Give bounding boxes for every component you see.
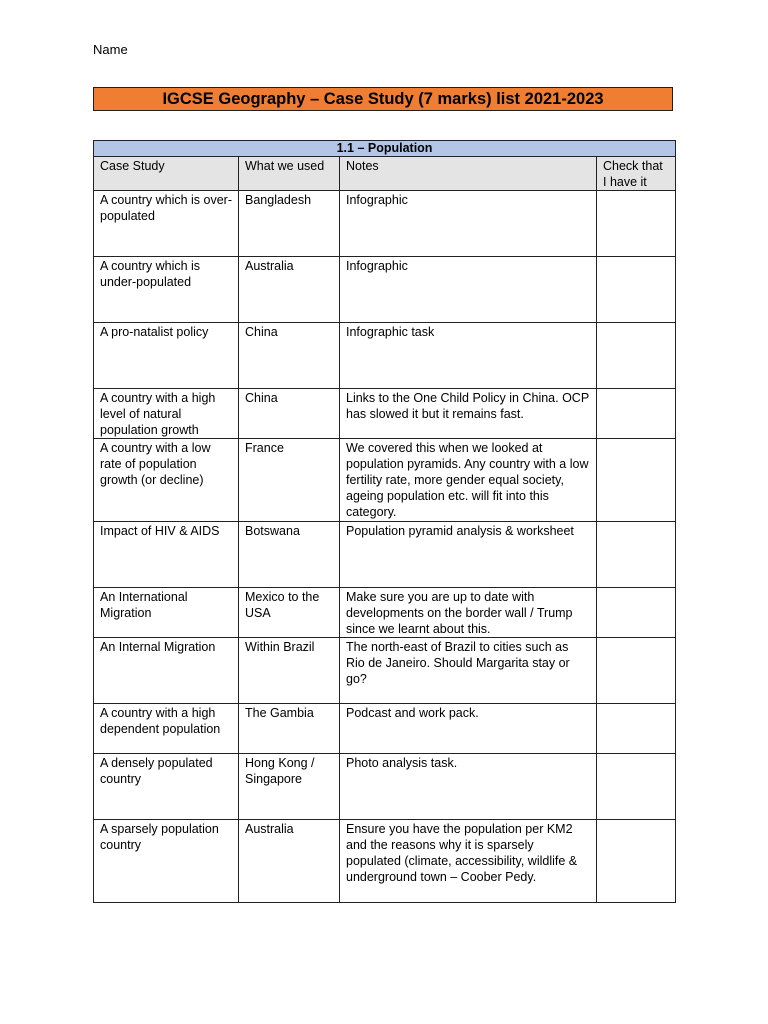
document-title: IGCSE Geography – Case Study (7 marks) list 2021-2023 (93, 87, 673, 111)
check-cell[interactable] (597, 754, 676, 820)
check-cell[interactable] (597, 439, 676, 522)
notes-cell: Links to the One Child Policy in China. OCP has slowed it but it remains fast. (340, 389, 597, 439)
notes-cell: Infographic (340, 191, 597, 257)
case-study-table (93, 140, 676, 903)
case-study-cell: A pro-natalist policy (94, 323, 239, 389)
case-study-cell: A country which is over-populated (94, 191, 239, 257)
what-we-used-cell: Hong Kong / Singapore (239, 754, 340, 820)
notes-cell: Photo analysis task. (340, 754, 597, 820)
table-row (94, 820, 676, 903)
check-cell[interactable] (597, 389, 676, 439)
case-study-cell: A country which is under-populated (94, 257, 239, 323)
what-we-used-cell: Botswana (239, 522, 340, 588)
table-row (94, 389, 676, 439)
check-cell[interactable] (597, 522, 676, 588)
case-study-cell: Impact of HIV & AIDS (94, 522, 239, 588)
notes-cell: Infographic task (340, 323, 597, 389)
section-title: 1.1 – Population (94, 141, 676, 157)
check-cell[interactable] (597, 257, 676, 323)
case-study-cell: A country with a low rate of population growth (or decline) (94, 439, 239, 522)
check-cell[interactable] (597, 638, 676, 704)
what-we-used-cell: Within Brazil (239, 638, 340, 704)
table-row (94, 191, 676, 257)
column-header-case-study: Case Study (94, 157, 239, 191)
table-row (94, 522, 676, 588)
notes-cell: Population pyramid analysis & worksheet (340, 522, 597, 588)
check-cell[interactable] (597, 588, 676, 638)
what-we-used-cell: Australia (239, 257, 340, 323)
table-row (94, 638, 676, 704)
check-cell[interactable] (597, 820, 676, 903)
what-we-used-cell: Mexico to the USA (239, 588, 340, 638)
case-study-cell: A sparsely population country (94, 820, 239, 903)
notes-cell: The north-east of Brazil to cities such as Rio de Janeiro. Should Margarita stay or go? (340, 638, 597, 704)
notes-cell: Podcast and work pack. (340, 704, 597, 754)
table-row (94, 704, 676, 754)
check-cell[interactable] (597, 704, 676, 754)
column-header-row (94, 157, 676, 191)
what-we-used-cell: China (239, 389, 340, 439)
case-study-cell: A country with a high level of natural population growth (94, 389, 239, 439)
case-study-cell: A densely populated country (94, 754, 239, 820)
check-cell[interactable] (597, 323, 676, 389)
what-we-used-cell: Bangladesh (239, 191, 340, 257)
case-study-cell: An International Migration (94, 588, 239, 638)
column-header-notes: Notes (340, 157, 597, 191)
table-row (94, 439, 676, 522)
name-label: Name (93, 42, 128, 57)
what-we-used-cell: The Gambia (239, 704, 340, 754)
column-header-check: Check that I have it (597, 157, 676, 191)
table-row (94, 588, 676, 638)
table-row (94, 257, 676, 323)
what-we-used-cell: China (239, 323, 340, 389)
table-row (94, 323, 676, 389)
check-cell[interactable] (597, 191, 676, 257)
notes-cell: Make sure you are up to date with developments on the border wall / Trump since we learnt about this. (340, 588, 597, 638)
what-we-used-cell: France (239, 439, 340, 522)
table-row (94, 754, 676, 820)
section-header-row (94, 141, 676, 157)
what-we-used-cell: Australia (239, 820, 340, 903)
notes-cell: We covered this when we looked at population pyramids. Any country with a low fertility rate, more gender equal society, ageing population etc. will fit into this category. (340, 439, 597, 522)
case-study-cell: A country with a high dependent population (94, 704, 239, 754)
column-header-what-we-used: What we used (239, 157, 340, 191)
notes-cell: Infographic (340, 257, 597, 323)
case-study-cell: An Internal Migration (94, 638, 239, 704)
notes-cell: Ensure you have the population per KM2 and the reasons why it is sparsely populated (climate, accessibility, wildlife & underground town – Coober Pedy. (340, 820, 597, 903)
